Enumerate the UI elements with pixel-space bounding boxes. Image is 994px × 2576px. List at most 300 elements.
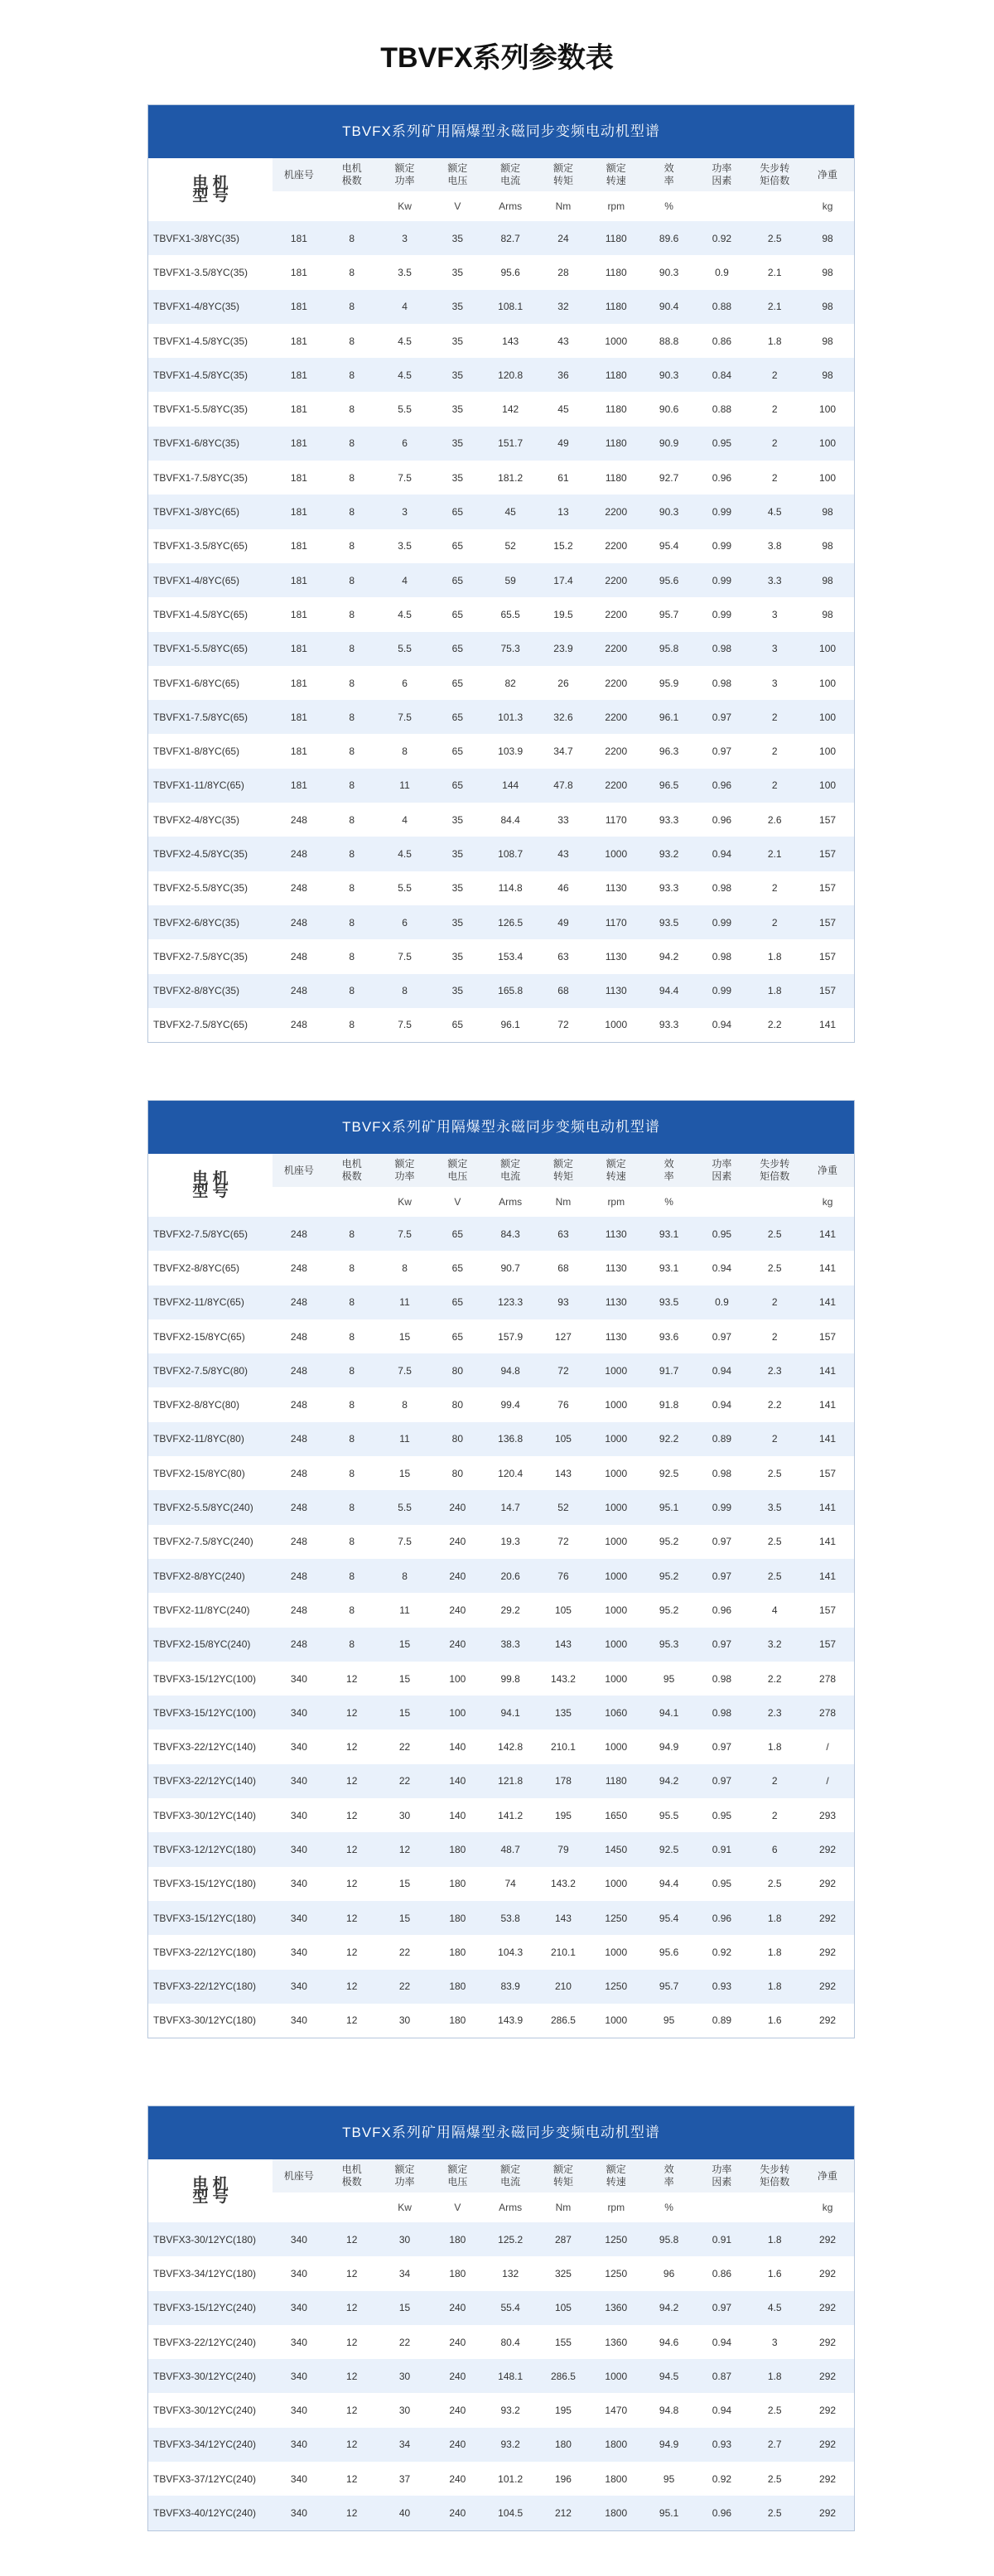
column-header (379, 158, 432, 191)
value-cell: 1.8 (748, 939, 801, 973)
model-cell: TBVFX3-22/12YC(180) (148, 1970, 273, 2004)
value-cell: 240 (431, 2359, 484, 2393)
value-cell: 1800 (590, 2428, 643, 2462)
value-cell: 0.88 (696, 392, 749, 426)
unit-cell (273, 191, 326, 221)
value-cell: 0.98 (696, 1696, 749, 1729)
value-cell: 2.5 (748, 1456, 801, 1490)
value-cell: 141 (801, 1490, 854, 1524)
value-cell: 248 (273, 1525, 326, 1559)
value-cell: 181 (273, 427, 326, 461)
value-cell: 142 (484, 392, 537, 426)
value-cell: 12 (326, 1798, 379, 1832)
table-row (148, 632, 854, 666)
value-cell: 248 (273, 1286, 326, 1319)
value-cell: 2.5 (748, 1867, 801, 1901)
value-cell: 79 (537, 1832, 590, 1866)
value-cell: 1130 (590, 1319, 643, 1353)
value-cell: 95 (643, 2004, 696, 2038)
value-cell: 35 (431, 427, 484, 461)
value-cell: 1170 (590, 803, 643, 837)
value-cell: 143.2 (537, 1662, 590, 1696)
value-cell: 248 (273, 871, 326, 905)
model-cell: TBVFX3-22/12YC(140) (148, 1764, 273, 1798)
column-header-line-2: 因素 (712, 2176, 732, 2188)
value-cell: 8 (326, 221, 379, 255)
model-cell: TBVFX1-4.5/8YC(35) (148, 358, 273, 392)
model-header (148, 158, 273, 221)
value-cell: 157 (801, 939, 854, 973)
value-cell: 1180 (590, 427, 643, 461)
value-cell: 340 (273, 1662, 326, 1696)
value-cell: 0.98 (696, 939, 749, 973)
value-cell: 1.8 (748, 2359, 801, 2393)
value-cell: 4.5 (379, 358, 432, 392)
model-cell: TBVFX2-11/8YC(80) (148, 1422, 273, 1456)
value-cell: 63 (537, 939, 590, 973)
value-cell: 340 (273, 2428, 326, 2462)
value-cell: 14.7 (484, 1490, 537, 1524)
value-cell: 157 (801, 905, 854, 939)
value-cell: 2.5 (748, 1559, 801, 1593)
value-cell: 1060 (590, 1696, 643, 1729)
value-cell: 19.5 (537, 597, 590, 631)
value-cell: 180 (431, 2004, 484, 2038)
model-cell: TBVFX3-34/12YC(240) (148, 2428, 273, 2462)
unit-cell (273, 2192, 326, 2222)
value-cell: 92.2 (643, 1422, 696, 1456)
value-cell: 8 (326, 871, 379, 905)
value-cell: 1.8 (748, 1901, 801, 1935)
value-cell: 108.7 (484, 837, 537, 871)
value-cell: 8 (379, 1251, 432, 1285)
model-cell: TBVFX3-22/12YC(180) (148, 1935, 273, 1969)
value-cell: 63 (537, 1217, 590, 1251)
value-cell: 8 (326, 529, 379, 563)
value-cell: 65 (431, 1286, 484, 1319)
value-cell: 12 (326, 2462, 379, 2496)
value-cell: 98 (801, 255, 854, 289)
model-header (148, 1154, 273, 1217)
unit-cell: V (431, 2192, 484, 2222)
value-cell: 8 (326, 1008, 379, 1042)
table-row (148, 2428, 854, 2462)
value-cell: 12 (326, 1867, 379, 1901)
value-cell: 292 (801, 2393, 854, 2427)
value-cell: 90.3 (643, 255, 696, 289)
value-cell: 5.5 (379, 632, 432, 666)
value-cell: 2.5 (748, 1525, 801, 1559)
spec-table-2 (147, 1100, 855, 2038)
value-cell: 141 (801, 1559, 854, 1593)
value-cell: 286.5 (537, 2359, 590, 2393)
value-cell: 0.94 (696, 1387, 749, 1421)
value-cell: 1000 (590, 1525, 643, 1559)
value-cell: 94.2 (643, 939, 696, 973)
value-cell: 240 (431, 1490, 484, 1524)
column-header-line-1: 效 (663, 1158, 674, 1170)
value-cell: 292 (801, 1970, 854, 2004)
value-cell: 0.93 (696, 2428, 749, 2462)
value-cell: 68 (537, 1251, 590, 1285)
value-cell: 0.99 (696, 974, 749, 1008)
value-cell: 8 (326, 1319, 379, 1353)
value-cell: 0.93 (696, 1970, 749, 2004)
value-cell: 136.8 (484, 1422, 537, 1456)
value-cell: 1180 (590, 358, 643, 392)
value-cell: 100 (801, 700, 854, 734)
value-cell: 94.9 (643, 1729, 696, 1763)
value-cell: 0.97 (696, 734, 749, 768)
table-row (148, 1970, 854, 2004)
value-cell: 181 (273, 392, 326, 426)
value-cell: 141 (801, 1286, 854, 1319)
model-cell: TBVFX1-7.5/8YC(35) (148, 461, 273, 494)
model-cell: TBVFX1-6/8YC(35) (148, 427, 273, 461)
value-cell: 0.96 (696, 769, 749, 803)
unit-cell: kg (801, 191, 854, 221)
value-cell: 22 (379, 1935, 432, 1969)
value-cell: 22 (379, 1970, 432, 2004)
value-cell: 120.4 (484, 1456, 537, 1490)
value-cell: 292 (801, 2462, 854, 2496)
column-header-line-2: 转速 (606, 2176, 626, 2188)
value-cell: 93.5 (643, 905, 696, 939)
value-cell: 0.99 (696, 529, 749, 563)
column-header-line-2: 电流 (500, 2176, 521, 2188)
model-cell: TBVFX1-3/8YC(65) (148, 494, 273, 528)
value-cell: 94.2 (643, 1764, 696, 1798)
model-cell: TBVFX2-15/8YC(65) (148, 1319, 273, 1353)
value-cell: 1180 (590, 392, 643, 426)
unit-cell: V (431, 191, 484, 221)
model-cell: TBVFX1-3/8YC(35) (148, 221, 273, 255)
value-cell: 29.2 (484, 1593, 537, 1627)
model-cell: TBVFX2-6/8YC(35) (148, 905, 273, 939)
table-row (148, 1422, 854, 1456)
value-cell: 94.1 (643, 1696, 696, 1729)
column-header (326, 158, 379, 191)
unit-cell (696, 191, 749, 221)
column-header (801, 2159, 854, 2192)
table-row (148, 769, 854, 803)
value-cell: 127 (537, 1319, 590, 1353)
value-cell: 248 (273, 1319, 326, 1353)
column-header (696, 158, 749, 191)
table-row (148, 2325, 854, 2359)
value-cell: 180 (431, 2222, 484, 2256)
value-cell: 98 (801, 563, 854, 597)
value-cell: 0.96 (696, 1901, 749, 1935)
spec-grid (148, 1154, 854, 2038)
value-cell: 15 (379, 1696, 432, 1729)
value-cell: 1170 (590, 905, 643, 939)
value-cell: 141 (801, 1387, 854, 1421)
column-header (748, 158, 801, 191)
value-cell: 8 (326, 494, 379, 528)
value-cell: 8 (326, 324, 379, 358)
table-row (148, 392, 854, 426)
value-cell: 98 (801, 358, 854, 392)
value-cell: 140 (431, 1729, 484, 1763)
value-cell: 1000 (590, 1353, 643, 1387)
value-cell: 240 (431, 2291, 484, 2325)
value-cell: 96.5 (643, 769, 696, 803)
value-cell: 240 (431, 1559, 484, 1593)
value-cell: 340 (273, 1798, 326, 1832)
value-cell: 7.5 (379, 1525, 432, 1559)
value-cell: 2.5 (748, 2462, 801, 2496)
value-cell: 32 (537, 290, 590, 324)
unit-cell: Nm (537, 191, 590, 221)
unit-cell (326, 2192, 379, 2222)
unit-cell (273, 1187, 326, 1217)
value-cell: 12 (326, 2428, 379, 2462)
model-cell: TBVFX1-4.5/8YC(65) (148, 597, 273, 631)
model-cell: TBVFX2-8/8YC(35) (148, 974, 273, 1008)
value-cell: 181.2 (484, 461, 537, 494)
value-cell: 1000 (590, 837, 643, 871)
value-cell: 7.5 (379, 1217, 432, 1251)
column-header-line-1: 额定 (394, 162, 415, 174)
value-cell: 0.98 (696, 1662, 749, 1696)
value-cell: 1000 (590, 1422, 643, 1456)
table-banner: TBVFX系列矿用隔爆型永磁同步变频电动机型谱 (148, 2106, 854, 2159)
value-cell: 181 (273, 563, 326, 597)
value-cell: 46 (537, 871, 590, 905)
value-cell: 3 (748, 632, 801, 666)
column-header-line-1: 机座号 (283, 168, 314, 181)
value-cell: 293 (801, 1798, 854, 1832)
value-cell: 0.9 (696, 1286, 749, 1319)
value-cell: 157 (801, 974, 854, 1008)
value-cell: 12 (326, 1901, 379, 1935)
column-header (590, 2159, 643, 2192)
column-header (273, 158, 326, 191)
value-cell: 1000 (590, 1593, 643, 1627)
value-cell: 340 (273, 2325, 326, 2359)
value-cell: 94.8 (643, 2393, 696, 2427)
value-cell: 2 (748, 1798, 801, 1832)
value-cell: 120.8 (484, 358, 537, 392)
value-cell: 181 (273, 769, 326, 803)
value-cell: 8 (326, 358, 379, 392)
unit-cell: % (643, 191, 696, 221)
value-cell: 93.6 (643, 1319, 696, 1353)
value-cell: 84.3 (484, 1217, 537, 1251)
model-cell: TBVFX3-15/12YC(240) (148, 2291, 273, 2325)
column-header-line-1: 额定 (606, 2164, 626, 2175)
value-cell: 278 (801, 1696, 854, 1729)
value-cell: 2200 (590, 529, 643, 563)
model-cell: TBVFX2-7.5/8YC(65) (148, 1008, 273, 1042)
value-cell: 12 (379, 1832, 432, 1866)
table-row (148, 666, 854, 700)
column-header-line-1: 额定 (500, 1158, 521, 1170)
value-cell: 95.9 (643, 666, 696, 700)
value-cell: 8 (326, 597, 379, 631)
value-cell: 0.97 (696, 1559, 749, 1593)
model-header-line-2: 型 号 (192, 1183, 229, 1200)
value-cell: 165.8 (484, 974, 537, 1008)
table-row (148, 1387, 854, 1421)
model-cell: TBVFX3-30/12YC(240) (148, 2393, 273, 2427)
column-header-line-1: 净重 (818, 168, 838, 181)
value-cell: 7.5 (379, 1353, 432, 1387)
value-cell: 1130 (590, 974, 643, 1008)
value-cell: 4 (379, 290, 432, 324)
model-cell: TBVFX3-30/12YC(240) (148, 2359, 273, 2393)
column-header (537, 158, 590, 191)
column-header-line-1: 额定 (447, 2164, 468, 2175)
column-header (484, 1154, 537, 1187)
value-cell: 15 (379, 1662, 432, 1696)
value-cell: 75.3 (484, 632, 537, 666)
value-cell: 0.98 (696, 666, 749, 700)
value-cell: 95.6 (643, 1935, 696, 1969)
unit-cell (326, 191, 379, 221)
column-header-line-2: 转速 (606, 1170, 626, 1182)
value-cell: 340 (273, 2496, 326, 2530)
value-cell: 141 (801, 1251, 854, 1285)
value-cell: 8 (326, 392, 379, 426)
value-cell: 84.4 (484, 803, 537, 837)
value-cell: 65 (431, 529, 484, 563)
value-cell: 2200 (590, 597, 643, 631)
value-cell: 30 (379, 2004, 432, 2038)
value-cell: 292 (801, 1935, 854, 1969)
value-cell: 3 (379, 221, 432, 255)
value-cell: 180 (431, 1832, 484, 1866)
value-cell: 8 (326, 1628, 379, 1662)
value-cell: 34 (379, 2428, 432, 2462)
unit-cell: Nm (537, 2192, 590, 2222)
column-header (643, 1154, 696, 1187)
value-cell: 4.5 (748, 2291, 801, 2325)
value-cell: 153.4 (484, 939, 537, 973)
value-cell: 6 (379, 427, 432, 461)
value-cell: 157.9 (484, 1319, 537, 1353)
value-cell: 91.8 (643, 1387, 696, 1421)
value-cell: 1180 (590, 255, 643, 289)
column-header-line-1: 电机 (341, 162, 362, 174)
model-cell: TBVFX2-7.5/8YC(240) (148, 1525, 273, 1559)
value-cell: 47.8 (537, 769, 590, 803)
value-cell: 61 (537, 461, 590, 494)
unit-cell: kg (801, 2192, 854, 2222)
model-cell: TBVFX3-30/12YC(180) (148, 2222, 273, 2256)
value-cell: 0.99 (696, 563, 749, 597)
value-cell: 181 (273, 221, 326, 255)
value-cell: 5.5 (379, 871, 432, 905)
value-cell: 8 (326, 563, 379, 597)
model-cell: TBVFX1-4.5/8YC(35) (148, 324, 273, 358)
value-cell: 195 (537, 2393, 590, 2427)
value-cell: 35 (431, 392, 484, 426)
value-cell: 35 (431, 837, 484, 871)
value-cell: 340 (273, 2393, 326, 2427)
value-cell: 94.5 (643, 2359, 696, 2393)
value-cell: 8 (326, 1286, 379, 1319)
value-cell: 104.5 (484, 2496, 537, 2530)
value-cell: 340 (273, 1867, 326, 1901)
value-cell: 72 (537, 1525, 590, 1559)
value-cell: 20.6 (484, 1559, 537, 1593)
value-cell: 55.4 (484, 2291, 537, 2325)
value-cell: 2200 (590, 563, 643, 597)
unit-cell: rpm (590, 191, 643, 221)
table-row (148, 1628, 854, 1662)
value-cell: 100 (801, 769, 854, 803)
value-cell: 1.8 (748, 2222, 801, 2256)
column-header-line-2: 因素 (712, 1170, 732, 1182)
value-cell: 292 (801, 1832, 854, 1866)
value-cell: 248 (273, 1422, 326, 1456)
header-row (148, 2159, 854, 2192)
value-cell: 93.2 (643, 837, 696, 871)
value-cell: 93.3 (643, 803, 696, 837)
value-cell: 90.7 (484, 1251, 537, 1285)
table-row (148, 1798, 854, 1832)
value-cell: 94.1 (484, 1696, 537, 1729)
value-cell: 8 (326, 1353, 379, 1387)
table-row (148, 221, 854, 255)
value-cell: 340 (273, 1832, 326, 1866)
value-cell: 95.5 (643, 1798, 696, 1832)
value-cell: 2200 (590, 700, 643, 734)
value-cell: 0.97 (696, 1628, 749, 1662)
model-cell: TBVFX1-11/8YC(65) (148, 769, 273, 803)
value-cell: 30 (379, 1798, 432, 1832)
value-cell: 35 (431, 461, 484, 494)
value-cell: 180 (431, 1867, 484, 1901)
value-cell: 93.1 (643, 1251, 696, 1285)
unit-cell: Kw (379, 191, 432, 221)
value-cell: 132 (484, 2256, 537, 2290)
value-cell: 2 (748, 700, 801, 734)
column-header-line-2: 电流 (500, 175, 521, 186)
value-cell: 8 (379, 1387, 432, 1421)
value-cell: 17.4 (537, 563, 590, 597)
value-cell: 2200 (590, 734, 643, 768)
value-cell: 340 (273, 2222, 326, 2256)
column-header-line-1: 净重 (818, 1164, 838, 1176)
value-cell: 4 (748, 1593, 801, 1627)
table-row (148, 1286, 854, 1319)
value-cell: 2.1 (748, 290, 801, 324)
unit-cell: rpm (590, 1187, 643, 1217)
value-cell: 65 (431, 1251, 484, 1285)
value-cell: 11 (379, 769, 432, 803)
value-cell: 95 (643, 1662, 696, 1696)
value-cell: 93.3 (643, 871, 696, 905)
value-cell: 1130 (590, 871, 643, 905)
value-cell: 100 (801, 392, 854, 426)
value-cell: 292 (801, 2291, 854, 2325)
column-header-line-2: 转速 (606, 175, 626, 186)
table-row (148, 563, 854, 597)
value-cell: 3 (748, 597, 801, 631)
value-cell: 3.3 (748, 563, 801, 597)
value-cell: 95.2 (643, 1525, 696, 1559)
value-cell: 96.1 (643, 700, 696, 734)
model-header-line-1: 电 机 (192, 2176, 229, 2193)
value-cell: 155 (537, 2325, 590, 2359)
value-cell: 99.4 (484, 1387, 537, 1421)
table-row (148, 2359, 854, 2393)
value-cell: 114.8 (484, 871, 537, 905)
value-cell: 96.3 (643, 734, 696, 768)
